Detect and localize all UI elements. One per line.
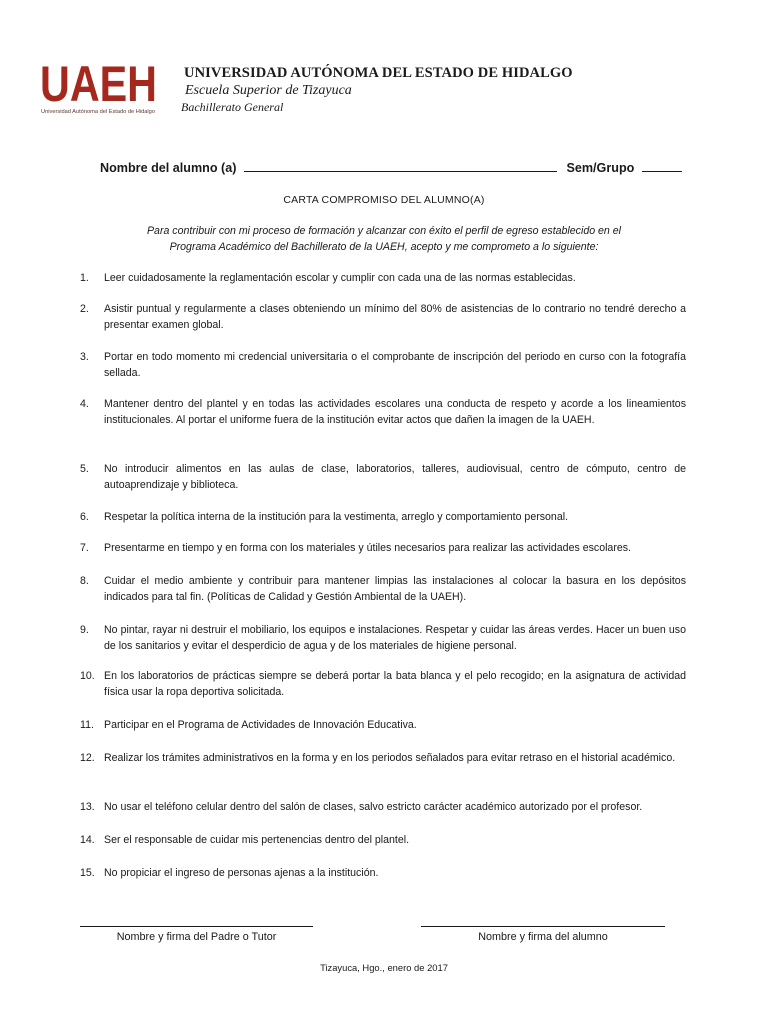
student-info-line bbox=[100, 160, 682, 175]
item-number: 2. bbox=[80, 303, 89, 315]
item-text: Leer cuidadosamente la reglamentación escolar y cumplir con cada una de las normas establecidas. bbox=[104, 272, 576, 284]
commitment-item bbox=[80, 396, 686, 428]
item-text: No propiciar el ingreso de personas ajenas a la institución. bbox=[104, 867, 379, 879]
student-signature-line[interactable] bbox=[421, 926, 665, 927]
place-date: Tizayuca, Hgo., enero de 2017 bbox=[320, 962, 448, 973]
commitment-item bbox=[80, 270, 686, 286]
item-text: Cuidar el medio ambiente y contribuir para mantener limpias las instalaciones al colocar la basura en los depósitos indicados para tal fin. (Políticas de Calidad y Gestión Ambiental de la UAEH). bbox=[104, 575, 686, 603]
commitment-item bbox=[80, 540, 686, 556]
intro-line-1: Para contribuir con mi proceso de formación y alcanzar con éxito el perfil de egreso establecido en el bbox=[146, 225, 622, 237]
item-text: En los laboratorios de prácticas siempre se deberá portar la bata blanca y el pelo recogido; en la asignatura de actividad física usar la ropa deportiva solicitada. bbox=[104, 670, 686, 698]
commitment-item bbox=[80, 461, 686, 493]
commitment-item bbox=[80, 865, 686, 881]
logo-letters: UAEH bbox=[40, 56, 157, 112]
item-number: 9. bbox=[80, 624, 89, 636]
school-name: Escuela Superior de Tizayuca bbox=[185, 83, 352, 98]
item-number: 4. bbox=[80, 398, 89, 410]
item-text: Ser el responsable de cuidar mis pertenencias dentro del plantel. bbox=[104, 834, 410, 846]
parent-signature-line[interactable] bbox=[80, 926, 313, 927]
document-title: CARTA COMPROMISO DEL ALUMNO(A) bbox=[283, 194, 485, 206]
item-text: Portar en todo momento mi credencial universitaria o el comprobante de inscripción del periodo en curso con la fotografía sellada. bbox=[104, 351, 686, 379]
intro-line-2: Programa Académico del Bachillerato de la UAEH, acepto y me comprometo a lo siguiente: bbox=[169, 240, 599, 253]
item-number: 7. bbox=[80, 542, 89, 554]
university-title: UNIVERSIDAD AUTÓNOMA DEL ESTADO DE HIDALGO bbox=[184, 65, 573, 81]
program-name: Bachillerato General bbox=[181, 100, 284, 114]
commitment-item bbox=[80, 509, 686, 525]
item-number: 6. bbox=[80, 511, 89, 523]
item-number: 10. bbox=[80, 670, 95, 682]
item-number: 15. bbox=[80, 867, 95, 879]
commitment-item bbox=[80, 750, 686, 766]
student-signature-label: Nombre y firma del alumno bbox=[478, 931, 608, 943]
parent-signature-label: Nombre y firma del Padre o Tutor bbox=[116, 931, 277, 943]
commitment-item bbox=[80, 799, 686, 815]
uaeh-logo bbox=[40, 54, 158, 116]
commitment-item bbox=[80, 301, 686, 333]
commitment-item bbox=[80, 349, 686, 381]
item-number: 5. bbox=[80, 463, 89, 475]
commitment-item bbox=[80, 622, 686, 654]
item-number: 3. bbox=[80, 351, 89, 363]
item-text: Asistir puntual y regularmente a clases obteniendo un mínimo del 80% de asistencias de lo contrario no tendré derecho a presentar examen global. bbox=[104, 303, 686, 331]
student-name-blank[interactable] bbox=[244, 160, 557, 172]
item-text: Realizar los trámites administrativos en la forma y en los periodos señalados para evitar retraso en el historial académico. bbox=[104, 752, 676, 764]
item-text: No introducir alimentos en las aulas de clase, laboratorios, talleres, audiovisual, centro de cómputo, centro de autoaprendizaje y biblioteca. bbox=[104, 463, 686, 491]
intro-paragraph bbox=[110, 224, 658, 255]
commitment-item bbox=[80, 832, 686, 848]
student-name-label: Nombre del alumno (a) bbox=[100, 161, 237, 175]
item-number: 14. bbox=[80, 834, 95, 846]
item-text: No pintar, rayar ni destruir el mobiliario, los equipos e instalaciones. Respetar y cuidar las áreas verdes. Hacer un buen uso de los sanitarios y evitar el desperdicio de agua y de los materiales de higiene personal. bbox=[104, 624, 686, 652]
item-number: 12. bbox=[80, 752, 95, 764]
item-number: 13. bbox=[80, 801, 95, 813]
item-number: 8. bbox=[80, 575, 89, 587]
item-number: 1. bbox=[80, 272, 89, 284]
item-text: Mantener dentro del plantel y en todas las actividades escolares una conducta de respeto y acorde a los lineamientos institucionales. Al portar el uniforme fuera de la institución evitar actos que dañen la imagen de la UAEH. bbox=[104, 398, 686, 426]
commitment-item bbox=[80, 573, 686, 605]
item-text: Presentarme en tiempo y en forma con los materiales y útiles necesarios para realizar las actividades escolares. bbox=[104, 542, 631, 554]
commitment-item bbox=[80, 717, 686, 733]
item-number: 11. bbox=[80, 719, 94, 731]
commitment-item bbox=[80, 668, 686, 700]
item-text: Respetar la política interna de la institución para la vestimenta, arreglo y comportamiento personal. bbox=[104, 511, 569, 523]
item-text: No usar el teléfono celular dentro del salón de clases, salvo estricto carácter académico autorizado por el profesor. bbox=[104, 801, 643, 813]
group-label: Sem/Grupo bbox=[566, 161, 635, 175]
item-text: Participar en el Programa de Actividades de Innovación Educativa. bbox=[104, 719, 417, 731]
group-blank[interactable] bbox=[642, 160, 682, 172]
logo-caption: Universidad Autónoma del Estado de Hidalgo bbox=[41, 109, 156, 115]
